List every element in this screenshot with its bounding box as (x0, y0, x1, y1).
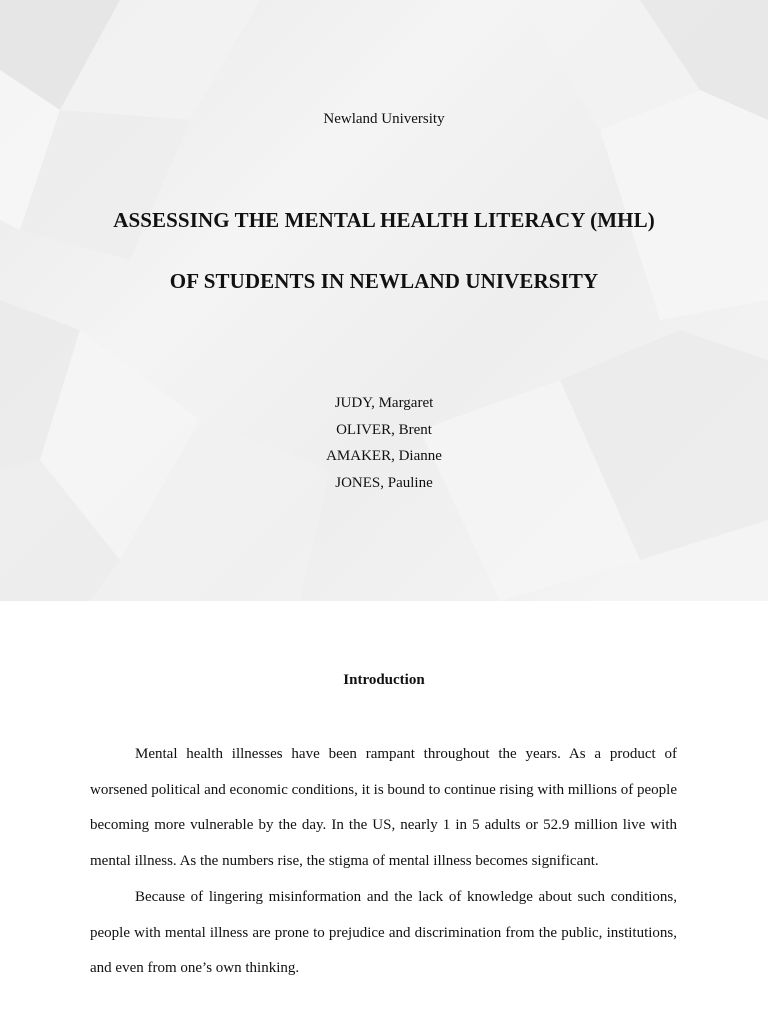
author-list (0, 392, 768, 499)
body-paragraph: Mental health illnesses have been rampant throughout the years. As a product of worsened political and economic conditions, it is bound to continue rising with millions of people becoming more vulnerable by the day. In the US, nearly 1 in 5 adults or 52.9 million live with mental illness. As the numbers rise, the stigma of mental illness becomes significant. (90, 746, 677, 869)
author-name: JONES, Pauline (335, 475, 433, 492)
section-heading: Introduction (343, 672, 425, 688)
author-name: JUDY, Margaret (334, 395, 434, 411)
introduction-page (0, 601, 768, 1024)
author-name: OLIVER, Brent (336, 421, 432, 438)
author-name: AMAKER, Dianne (326, 448, 442, 465)
institution-name: Newland University (323, 111, 445, 127)
document-title-line-2: OF STUDENTS IN NEWLAND UNIVERSITY (169, 269, 599, 293)
body-paragraph: Because of lingering misinformation and the lack of knowledge about such conditions, people with mental illness are prone to prejudice and discrimination from the public, institutions, and even from one’s own thinking. (90, 889, 677, 977)
document-title-line-1: ASSESSING THE MENTAL HEALTH LITERACY (MHL) (113, 208, 655, 232)
